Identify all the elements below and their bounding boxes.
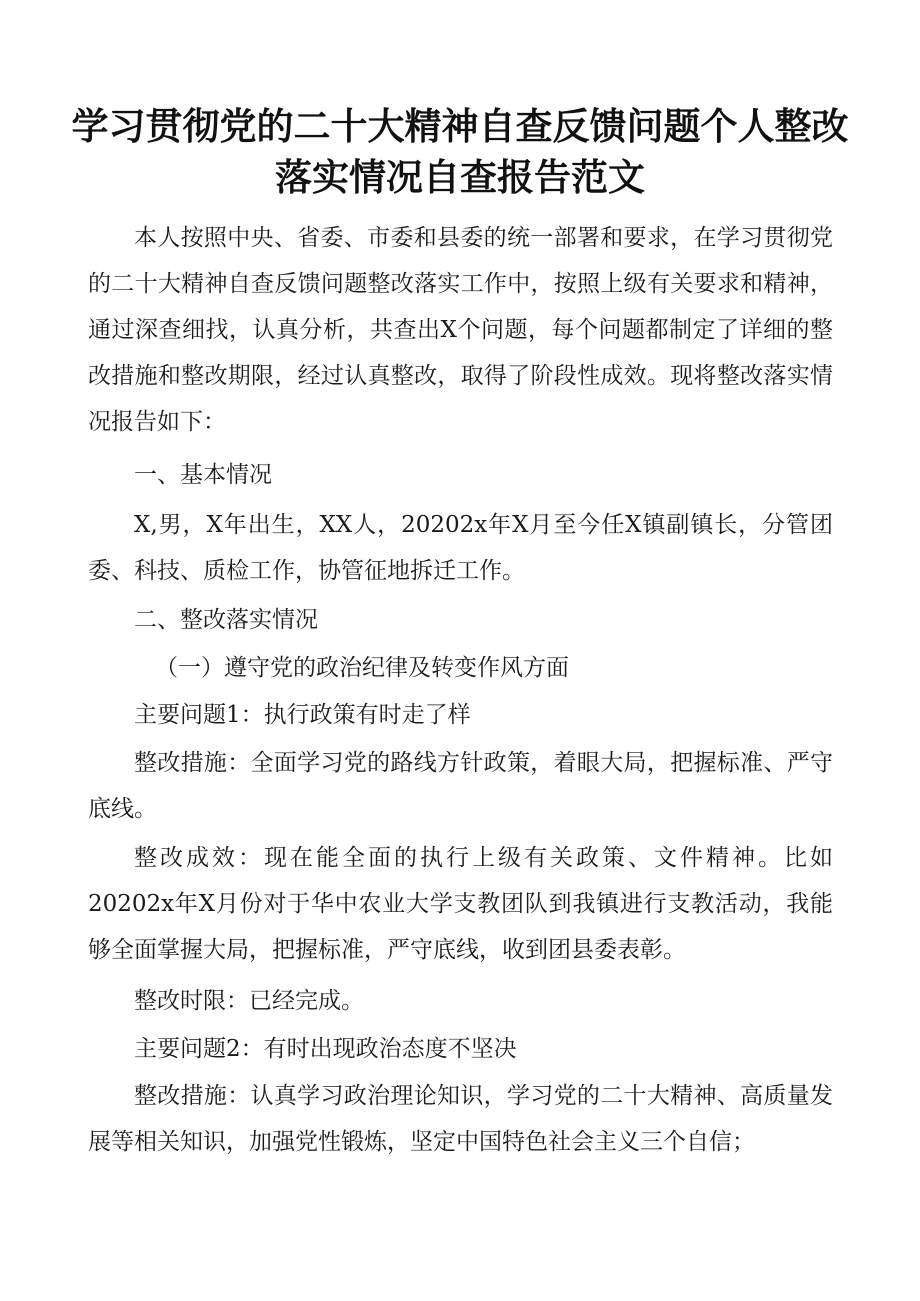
problem-2: 主要问题2：有时出现政治态度不坚决 — [134, 1036, 517, 1062]
problem-1: 主要问题1：执行政策有时走了样 — [134, 702, 471, 728]
measure-1: 整改措施：全面学习党的路线方针政策，着眼大局，把握标准、严守底线。 — [88, 750, 833, 822]
document-title-line-2: 落实情况自查报告范文 — [275, 156, 645, 199]
section-1-body: X,男，X年出生，XX人，20202x年X月至今任X镇副镇长，分管团委、科技、质检工作，协管征地拆迁工作。 — [88, 512, 833, 584]
deadline-1: 整改时限：已经完成。 — [134, 988, 364, 1014]
document-title-line-1: 学习贯彻党的二十大精神自查反馈问题个人整改 — [71, 105, 849, 148]
subsection-1-heading: （一）遵守党的政治纪律及转变作风方面 — [155, 655, 569, 681]
section-2-heading: 二、整改落实情况 — [134, 607, 318, 633]
result-1: 整改成效：现在能全面的执行上级有关政策、文件精神。比如20202x年X月份对于华中农业大学支教团队到我镇进行支教活动，我能够全面掌握大局，把握标准，严守底线，收到团县委表彰。 — [88, 845, 833, 963]
intro-paragraph: 本人按照中央、省委、市委和县委的统一部署和要求，在学习贯彻党的二十大精神自查反馈问题整改落实工作中，按照上级有关要求和精神，通过深查细找，认真分析，共查出X个问题，每个问题都制定了详细的整改措施和整改期限，经过认真整改，取得了阶段性成效。现将整改落实情况报告如下： — [88, 225, 833, 435]
section-1-heading: 一、基本情况 — [134, 462, 272, 488]
measure-2: 整改措施：认真学习政治理论知识，学习党的二十大精神、高质量发展等相关知识，加强党性锻炼，坚定中国特色社会主义三个自信； — [88, 1083, 833, 1155]
